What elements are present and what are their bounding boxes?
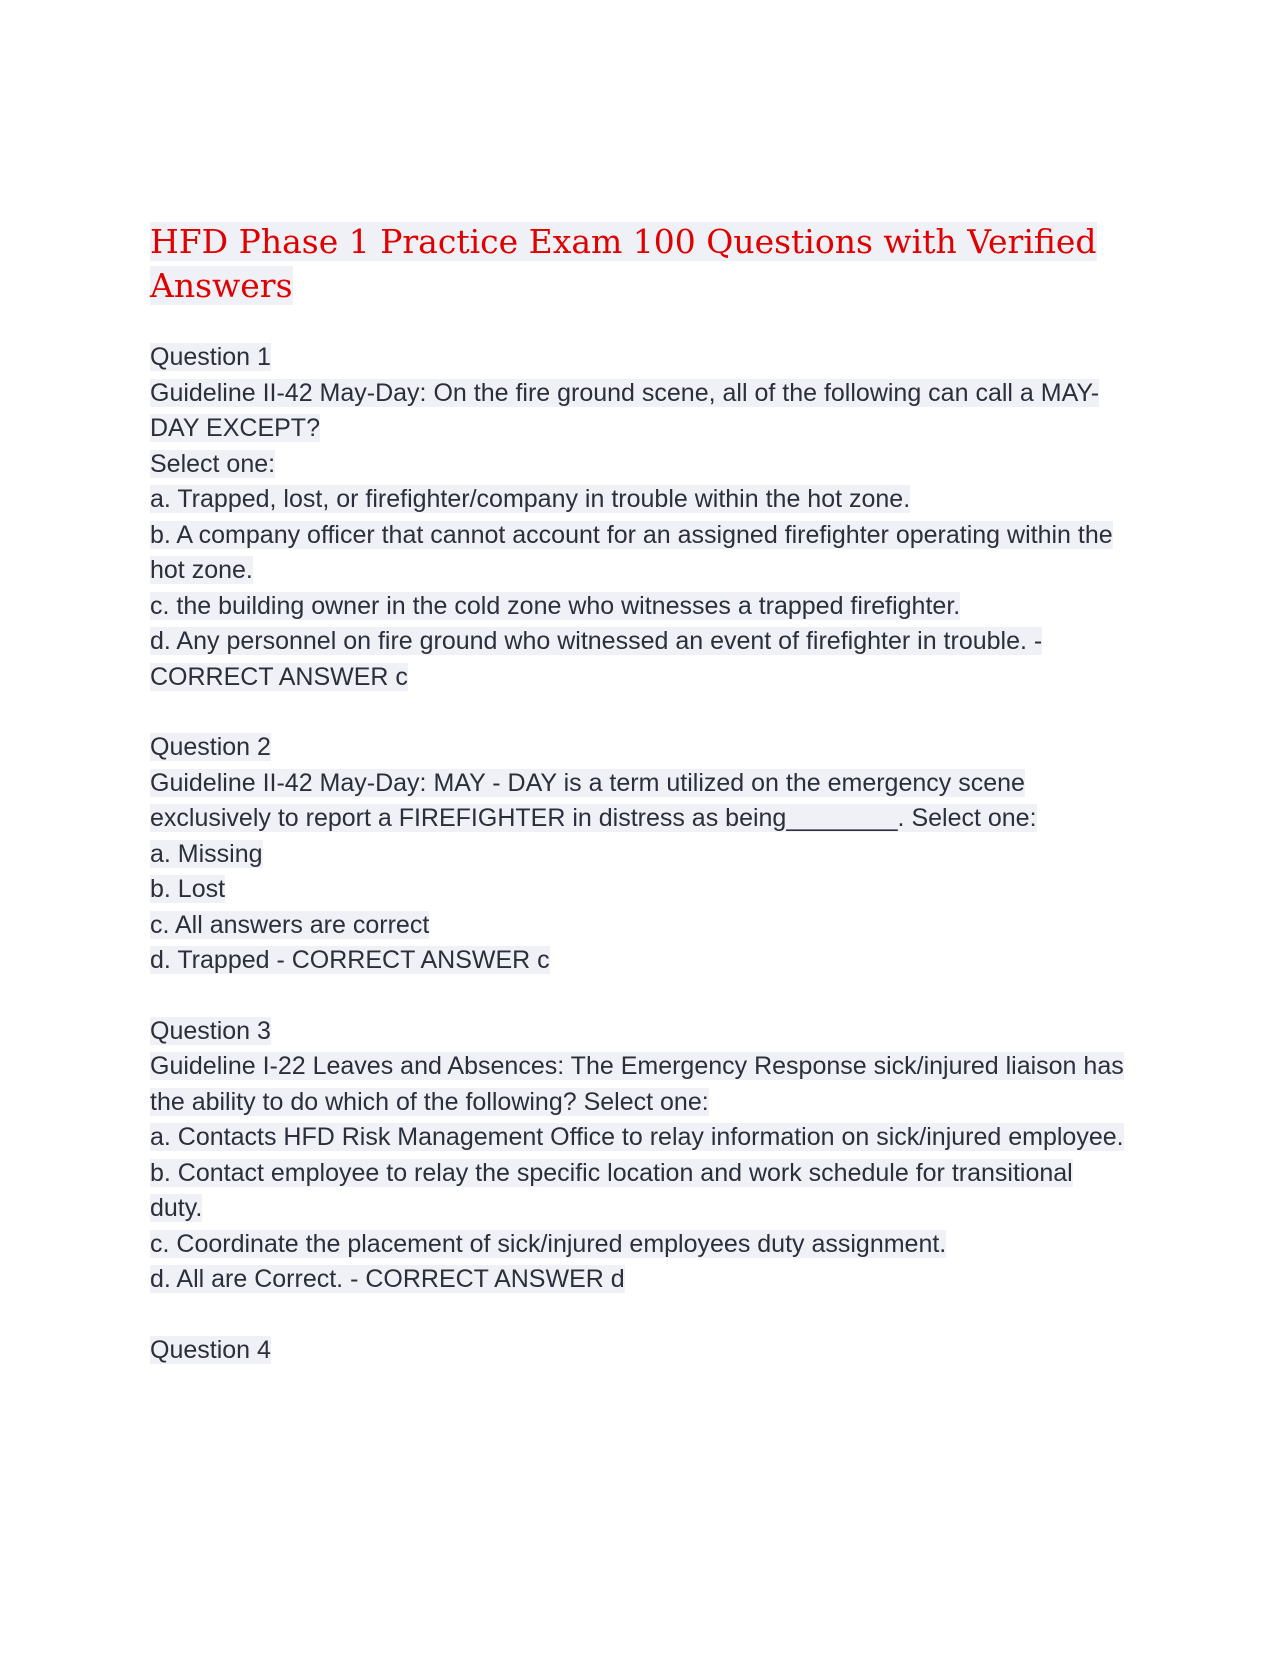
- question-prompt: Guideline II-42 May-Day: MAY - DAY is a term utilized on the emergency scene exclusively to report a FIREFIGHTER in distress as being________. Select one:: [150, 768, 1037, 832]
- answer-option: c. Coordinate the placement of sick/injured employees duty assignment.: [150, 1229, 947, 1258]
- question-block-3: [150, 1014, 1130, 1298]
- answer-option: a. Contacts HFD Risk Management Office to relay information on sick/injured employee.: [150, 1123, 1124, 1151]
- answer-option: a. Missing: [150, 839, 263, 868]
- answer-option: b. A company officer that cannot account for an assigned firefighter operating within the hot zone.: [150, 520, 1113, 584]
- answer-option: b. Contact employee to relay the specific location and work schedule for transitional duty.: [150, 1158, 1073, 1222]
- question-instruction: Select one:: [150, 449, 276, 478]
- question-block-4: [150, 1333, 1130, 1369]
- question-heading: Question 3: [150, 1016, 271, 1045]
- answer-option: a. Trapped, lost, or firefighter/company in trouble within the hot zone.: [150, 485, 911, 513]
- question-heading: Question 2: [150, 733, 271, 761]
- document-content: [150, 220, 1130, 1403]
- document-title: HFD Phase 1 Practice Exam 100 Questions with Verified Answers: [150, 222, 1097, 305]
- question-prompt: Guideline I-22 Leaves and Absences: The Emergency Response sick/injured liaison has the ability to do which of the following? Select one:: [150, 1052, 1124, 1116]
- answer-option-with-correct-answer: d. All are Correct. - CORRECT ANSWER d: [150, 1265, 625, 1293]
- answer-option: c. the building owner in the cold zone who witnesses a trapped firefighter.: [150, 591, 961, 620]
- question-block-1: [150, 340, 1130, 695]
- answer-option: b. Lost: [150, 875, 226, 903]
- question-heading: Question 4: [150, 1335, 271, 1364]
- question-heading: Question 1: [150, 343, 271, 371]
- question-block-2: [150, 730, 1130, 979]
- question-prompt: Guideline II-42 May-Day: On the fire ground scene, all of the following can call a MAY-DAY EXCEPT?: [150, 378, 1100, 442]
- answer-option-with-correct-answer: d. Any personnel on fire ground who witnessed an event of firefighter in trouble. - CORRECT ANSWER c: [150, 627, 1043, 691]
- answer-option: c. All answers are correct: [150, 910, 430, 939]
- answer-option-with-correct-answer: d. Trapped - CORRECT ANSWER c: [150, 946, 550, 974]
